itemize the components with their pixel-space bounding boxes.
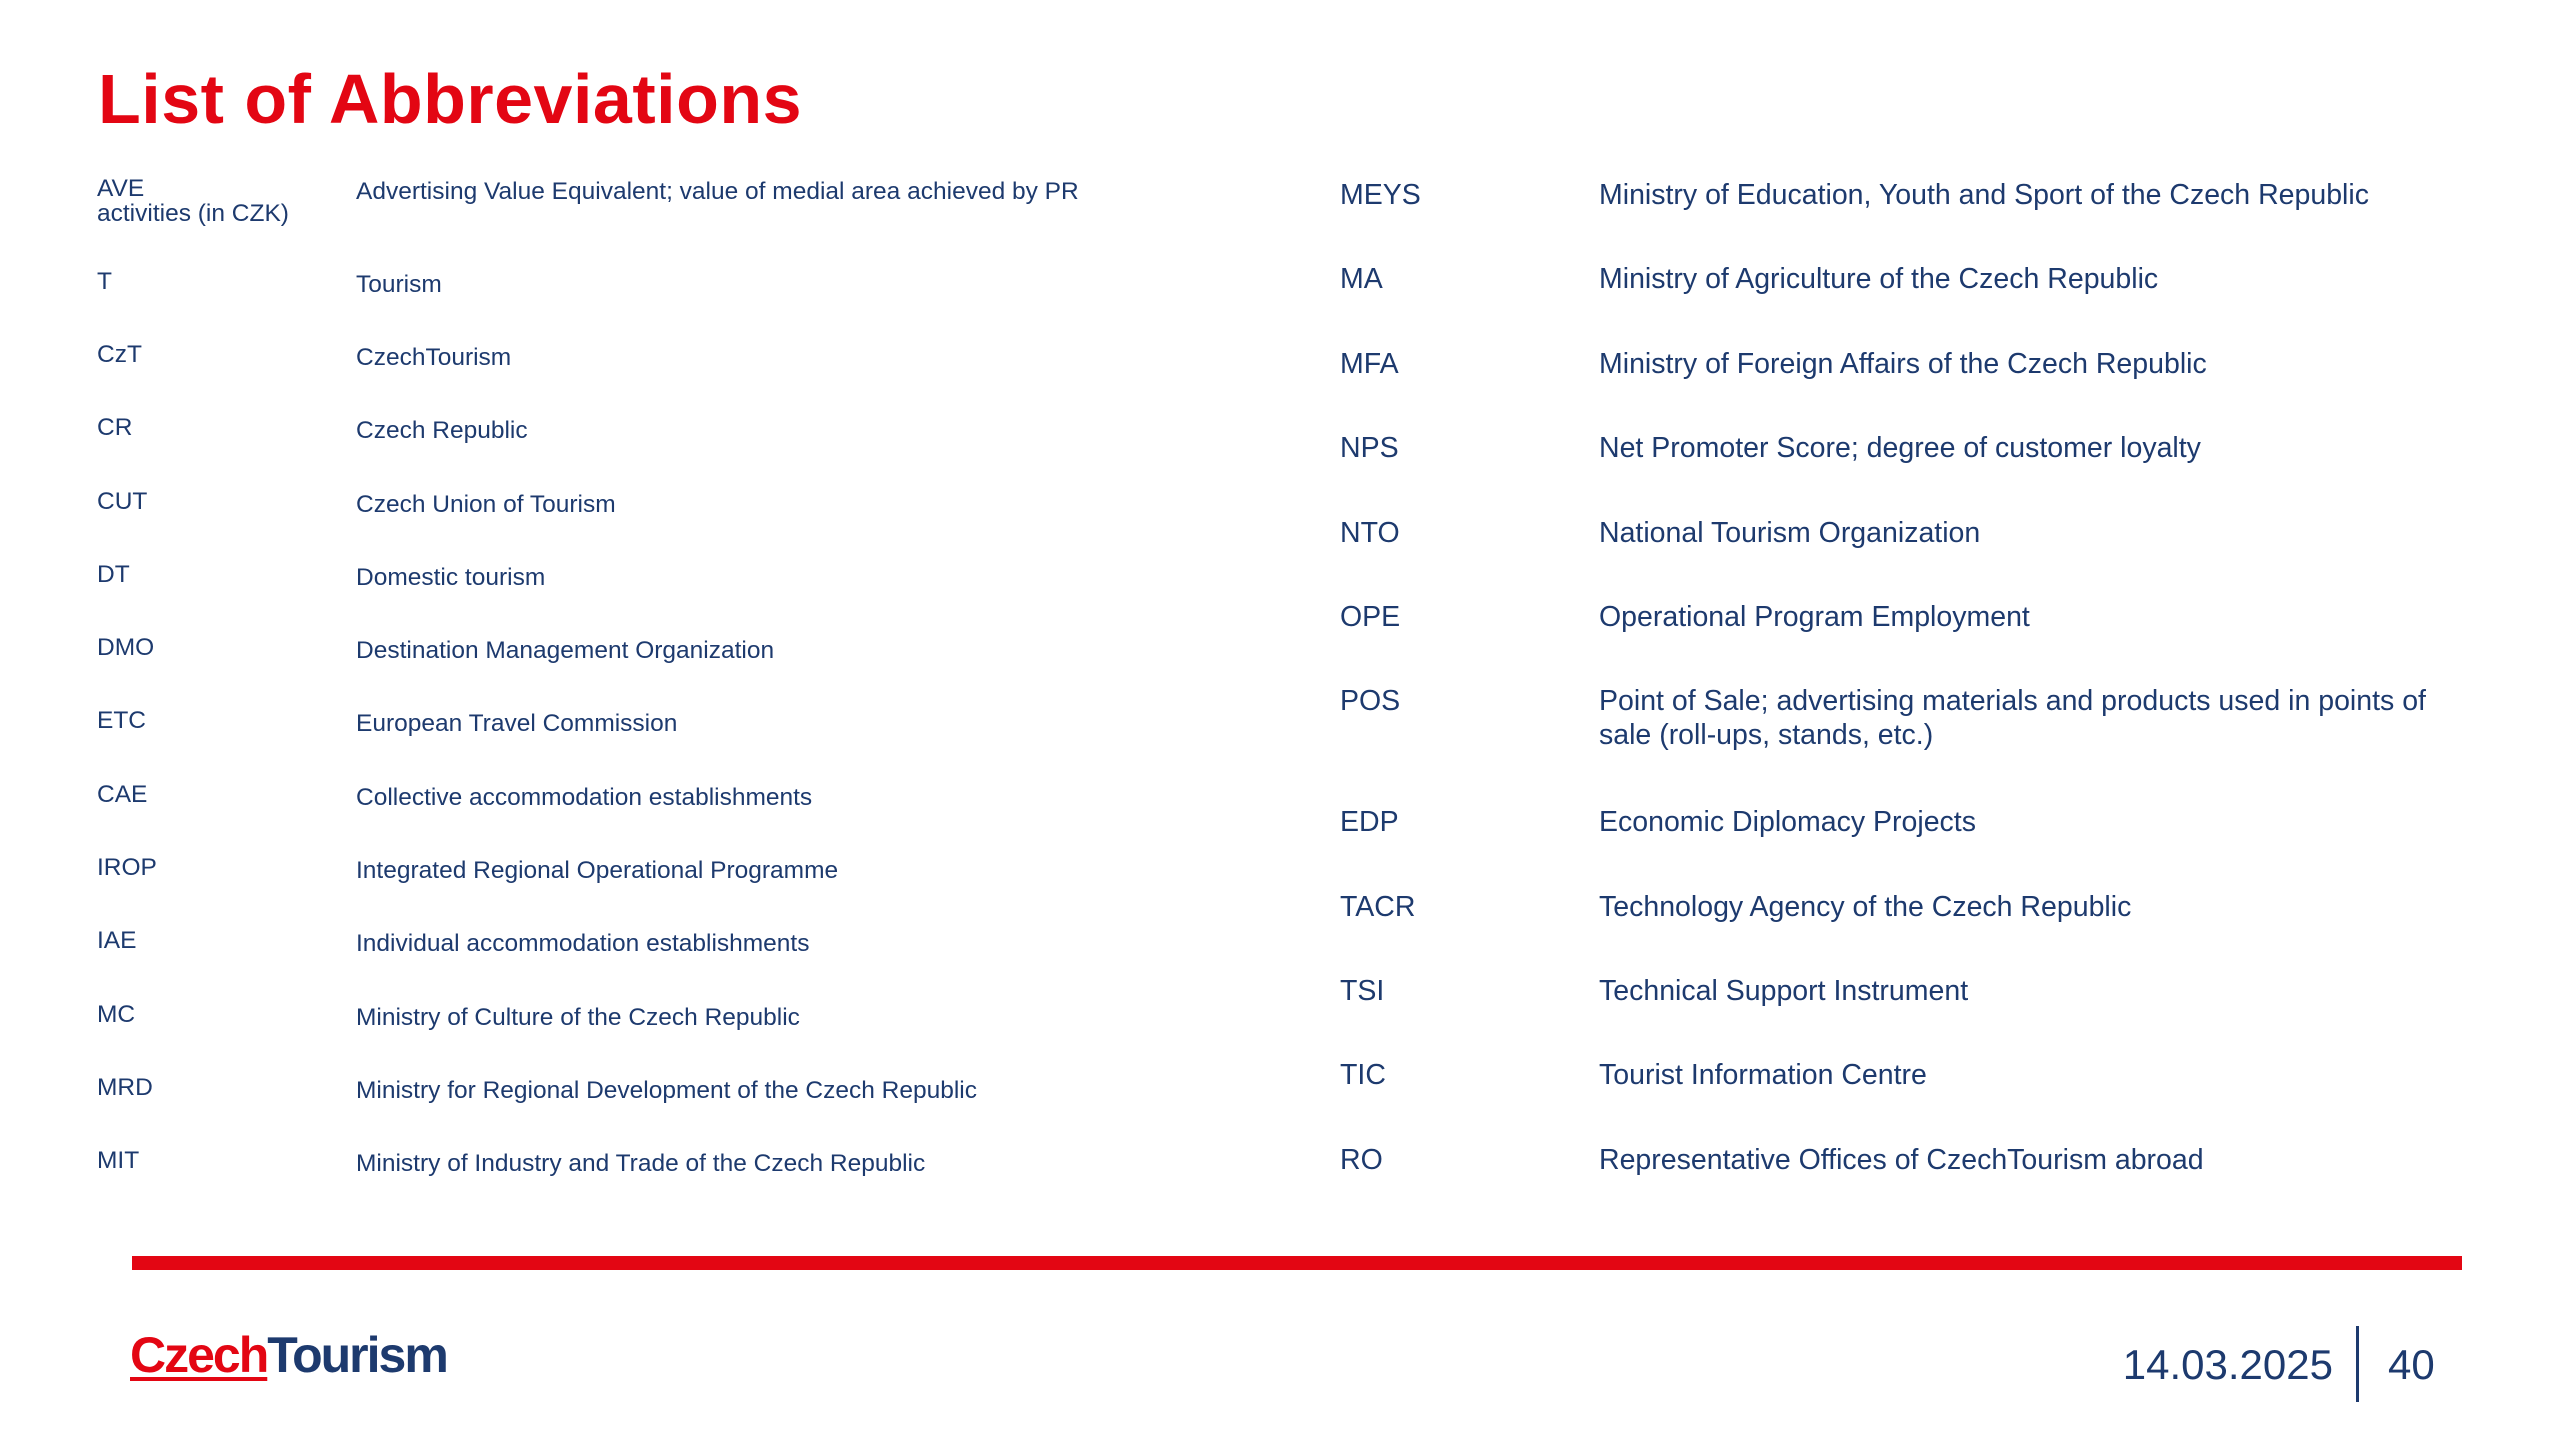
abbreviation-description: Czech Union of Tourism [356,491,616,518]
abbreviation: MRD [97,1074,153,1101]
abbreviation-description: European Travel Commission [356,710,678,737]
list-item [1340,684,2460,752]
abbreviation: DMO [97,634,155,661]
abbreviation: MC [97,1001,136,1028]
abbreviation-description: Net Promoter Score; degree of customer loyalty [1599,432,2201,464]
abbreviation: TSI [1340,975,1385,1007]
list-item [1340,600,2460,634]
abbreviation: NTO [1340,517,1400,549]
abbreviation-description: Tourist Information Centre [1599,1059,1927,1091]
list-item [97,856,1297,885]
abbreviation-description: Domestic tourism [356,564,546,591]
abbreviation: CR [97,414,133,441]
abbreviation-description: Ministry of Agriculture of the Czech Republic [1599,263,2159,295]
abbreviation-description: Representative Offices of CzechTourism abroad [1599,1144,2204,1176]
list-item [97,783,1297,812]
abbreviation: POS [1340,685,1401,717]
abbreviation: RO [1340,1144,1383,1176]
abbreviation: MEYS [1340,179,1421,211]
abbreviation: OPE [1340,601,1401,633]
list-item [1340,890,2460,924]
abbreviation-description: Ministry of Education, Youth and Sport of the Czech Republic [1599,179,2369,211]
list-item [97,709,1297,738]
abbreviation: MIT [97,1147,140,1174]
list-item [97,416,1297,445]
list-item [1340,974,2460,1008]
abbreviation-description: Individual accommodation establishments [356,930,810,957]
abbreviation-description: Integrated Regional Operational Programme [356,857,839,884]
logo-czech-text: Czech [130,1327,268,1383]
list-item [97,1149,1297,1178]
abbreviation-description: Ministry of Foreign Affairs of the Czech Republic [1599,348,2207,380]
list-item [1340,431,2460,465]
abbreviation: T [97,268,112,295]
abbreviation-description: Destination Management Organization [356,637,775,664]
abbreviation-description: National Tourism Organization [1599,517,1981,549]
list-item [1340,1058,2460,1092]
abbreviation: TIC [1340,1059,1386,1091]
list-item [1340,516,2460,550]
abbreviation-description: Tourism [356,271,442,298]
list-item [1340,805,2460,839]
abbreviation: EDP [1340,806,1399,838]
list-item [1340,347,2460,381]
logo-tourism-text: Tourism [267,1327,447,1383]
abbreviation: IROP [97,854,157,881]
czechtourism-logo [130,1327,447,1383]
list-item [1340,1143,2460,1177]
list-item [97,929,1297,958]
list-item [97,563,1297,592]
abbreviation-description: Technology Agency of the Czech Republic [1599,891,2132,923]
abbreviation: ETC [97,707,146,734]
abbreviation-description: Operational Program Employment [1599,601,2030,633]
abbreviation-description: Economic Diplomacy Projects [1599,806,1976,838]
list-item [97,343,1297,372]
abbreviation: IAE [97,927,137,954]
list-item [1340,262,2460,296]
footer-vertical-divider [2356,1326,2359,1402]
abbreviation: DT [97,561,130,588]
list-item [97,270,1297,299]
list-item [1340,178,2460,212]
abbreviation: CAE [97,781,148,808]
abbreviation: CzT [97,341,142,368]
abbreviation: AVE activities (in CZK) [97,175,289,227]
abbreviation: MFA [1340,348,1399,380]
abbreviation-description: Collective accommodation establishments [356,784,813,811]
abbreviation-description: Czech Republic [356,417,528,444]
abbreviation: MA [1340,263,1383,295]
abbreviation-description: Technical Support Instrument [1599,975,1969,1007]
list-item [97,490,1297,519]
abbreviation: NPS [1340,432,1399,464]
page-title: List of Abbreviations [98,60,803,138]
abbreviation-description: Ministry for Regional Development of the Czech Republic [356,1077,977,1104]
footer-divider-bar [132,1256,2462,1270]
abbreviation: CUT [97,488,148,515]
abbreviation-description: Ministry of Industry and Trade of the Czech Republic [356,1150,926,1177]
abbreviation-description: Advertising Value Equivalent; value of medial area achieved by PR [356,178,1079,205]
footer-date: 14.03.2025 [2122,1341,2333,1388]
list-item [97,1076,1297,1105]
list-item [97,636,1297,665]
abbreviation-description: CzechTourism [356,344,512,371]
page-number: 40 [2388,1341,2435,1388]
abbreviation-description: Point of Sale; advertising materials and products used in points of sale (roll-ups, stands, etc.) [1599,685,2426,752]
list-item [97,177,1297,226]
list-item [97,1003,1297,1032]
abbreviation: TACR [1340,891,1416,923]
abbreviation-description: Ministry of Culture of the Czech Republic [356,1004,800,1031]
